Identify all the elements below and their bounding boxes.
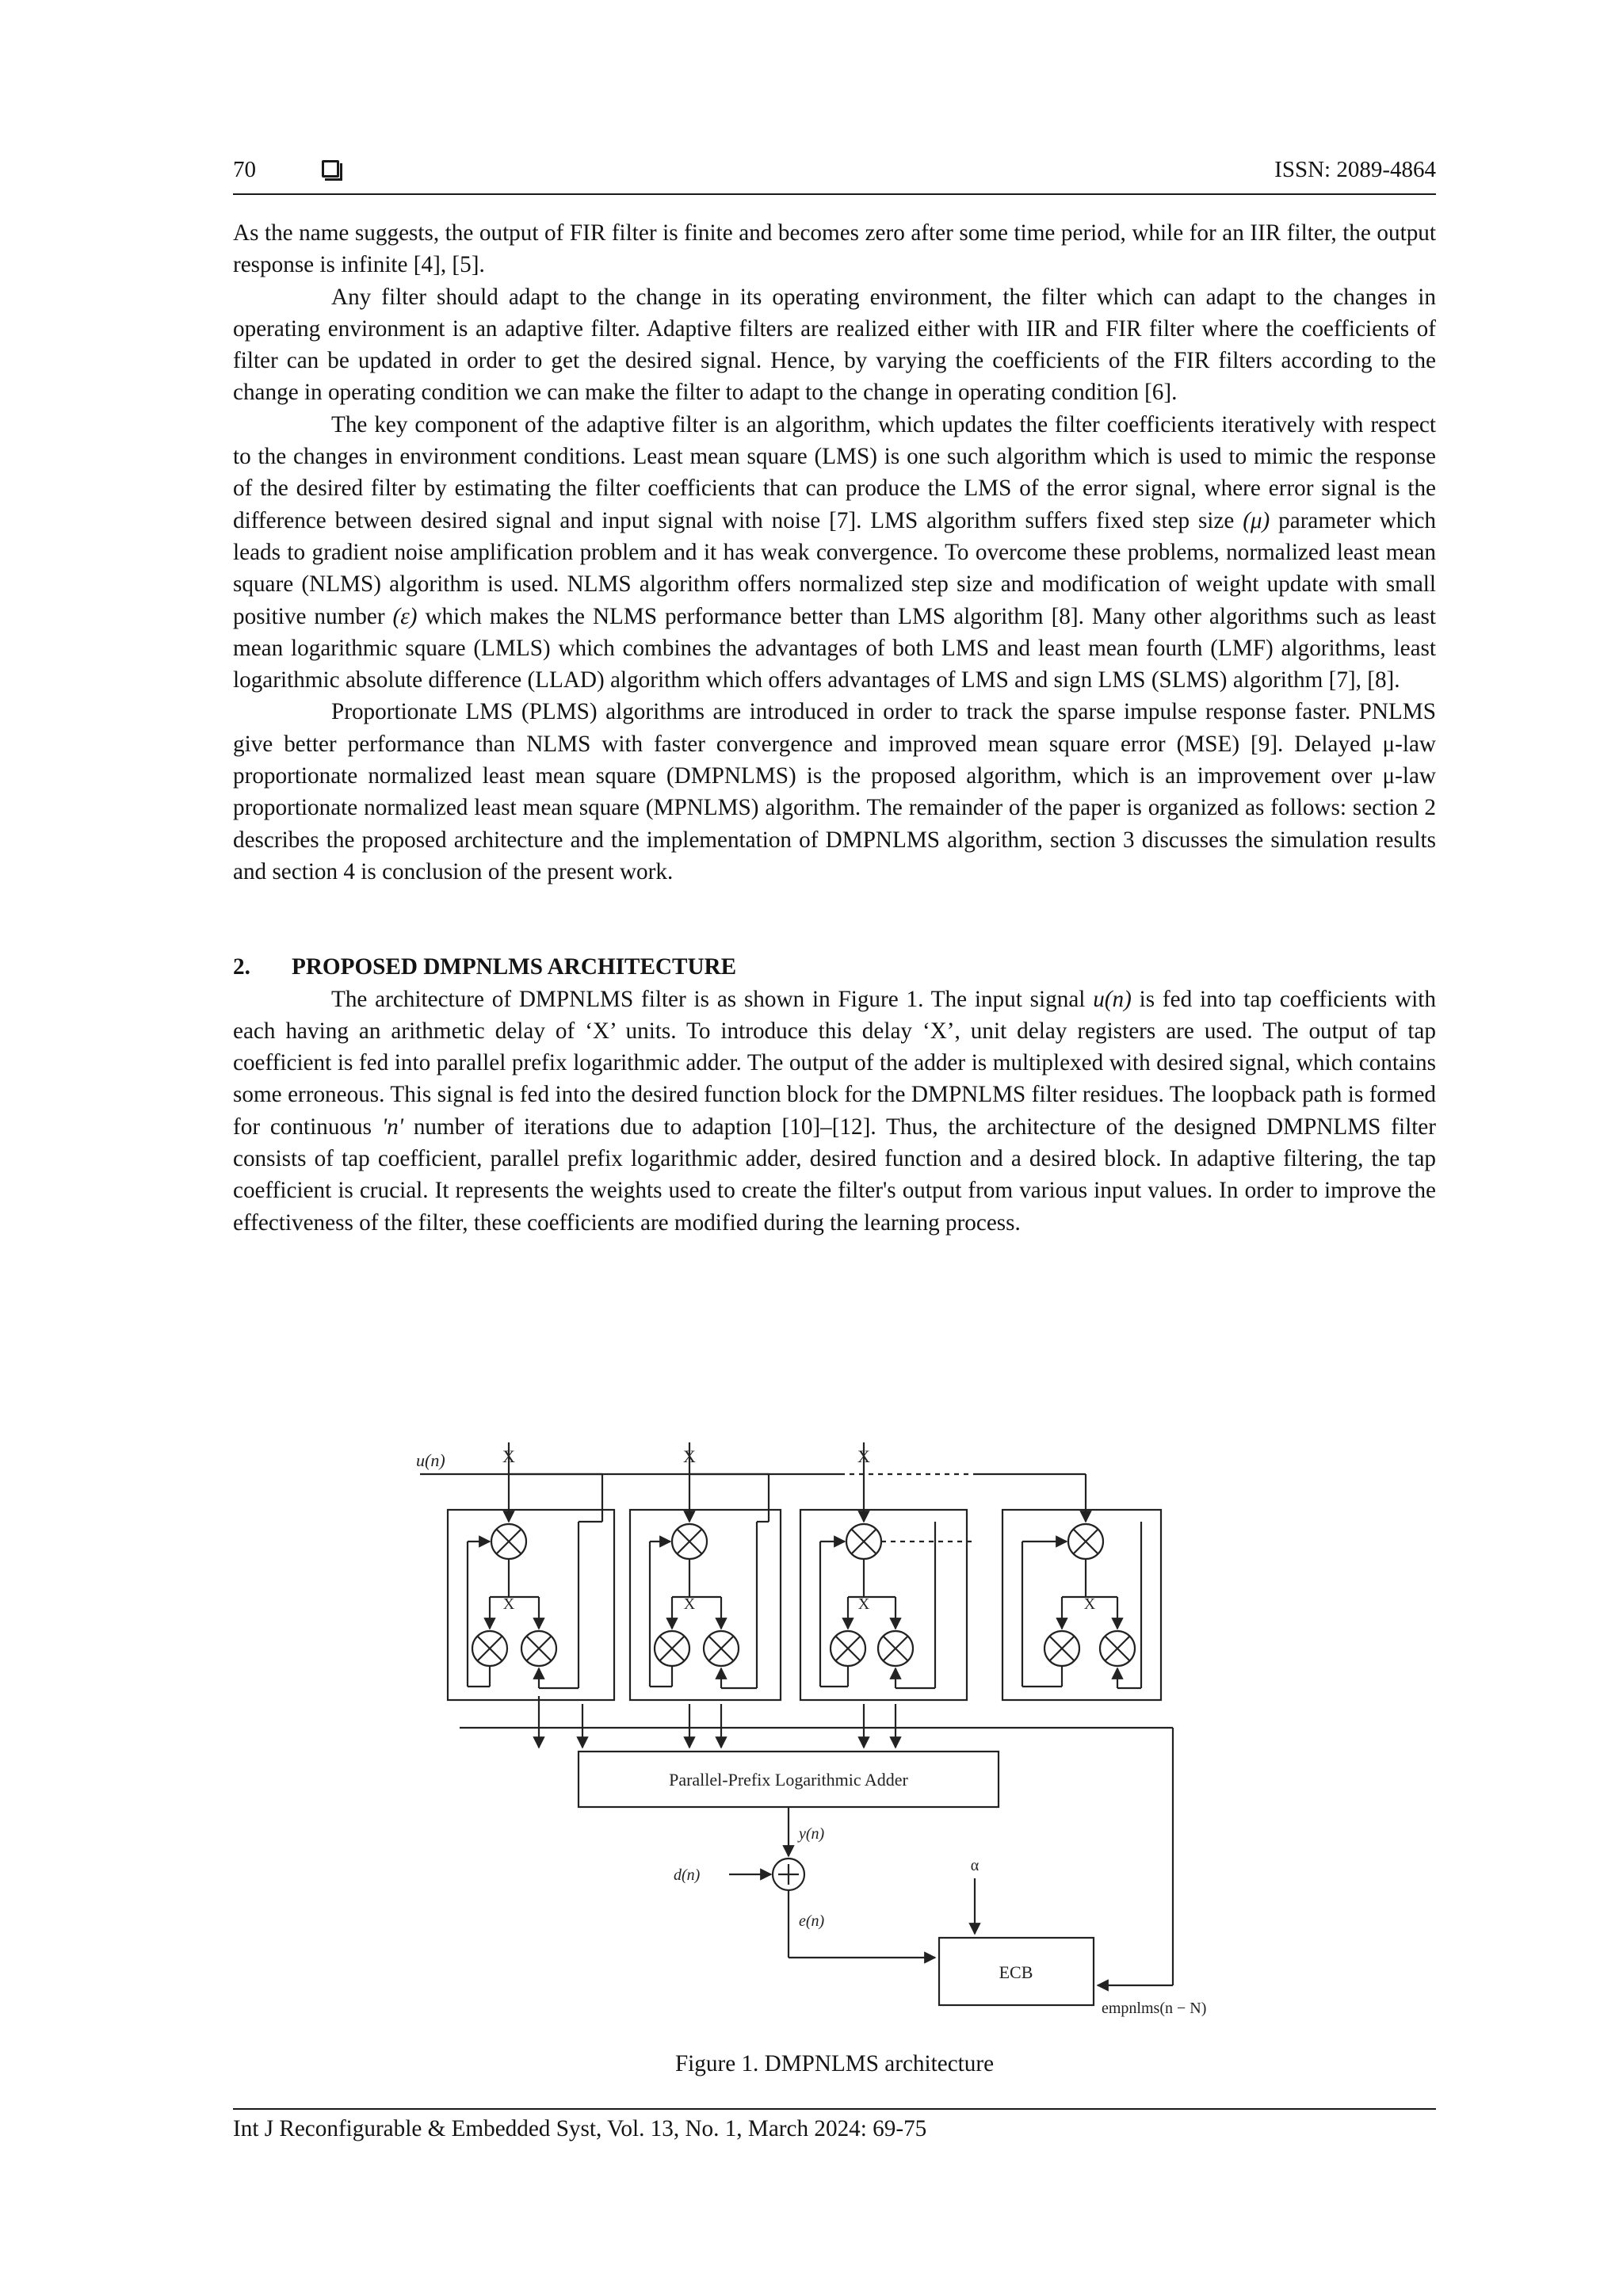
delay-label-1: X — [502, 1446, 515, 1466]
tap-cell-3 — [800, 1442, 975, 1700]
section-title: PROPOSED DMPNLMS ARCHITECTURE — [292, 954, 737, 980]
ecb-label: ECB — [999, 1962, 1033, 1982]
paragraph-3-part-c: which makes the NLMS performance better than LMS algorithm [8]. Many other algorithms such as least mean logarithmic square (LMLS) which combines the advantages of both LMS and least mean fourth (LMF) algorithms, least logarithmic absolute difference (LLAD) algorithm which offers advantages of LMS and sign LMS (SLMS) algorithm [7], [8]. — [233, 603, 1436, 693]
section-paragraph — [233, 984, 1436, 1239]
page-number: 70 — [233, 157, 256, 182]
delay-label-cell-1: X — [502, 1595, 515, 1613]
delay-label-cell-4: X — [1083, 1595, 1096, 1613]
error-signal-label: e(n) — [799, 1912, 825, 1930]
issn-label: ISSN: 2089-4864 — [1274, 157, 1436, 182]
section-heading — [233, 951, 1436, 983]
page-header — [233, 155, 1436, 195]
alpha-label: α — [970, 1857, 980, 1874]
paragraph-1: As the name suggests, the output of FIR filter is finite and becomes zero after some time period, while for an IIR filter, the output response is infinite [4], [5]. — [233, 220, 1436, 278]
feedback-label: empnlms(n − N) — [1102, 2000, 1207, 2017]
ballot-box-icon — [322, 160, 339, 178]
figure-caption: Figure 1. DMPNLMS architecture — [674, 2051, 995, 2076]
article-body — [233, 217, 1436, 1239]
delay-label-2: X — [683, 1446, 696, 1466]
tap-cell-2 — [630, 1442, 781, 1700]
input-signal-label: u(n) — [416, 1450, 445, 1470]
tap-cell-4 — [1002, 1474, 1161, 1700]
mu-symbol: (μ) — [1243, 507, 1270, 533]
delay-label-cell-3: X — [857, 1595, 870, 1613]
iteration-symbol: 'n' — [381, 1114, 403, 1140]
section-number: 2. — [233, 954, 250, 980]
tap-cell-1 — [448, 1442, 614, 1700]
desired-signal-label: d(n) — [674, 1866, 701, 1884]
input-signal-symbol: u(n) — [1093, 986, 1132, 1012]
paragraph-3-part-b: parameter which leads to gradient noise amplification problem and it has weak convergence. To overcome these problems, normalized least mean square (NLMS) algorithm is used. NLMS algorithm offers normalized step size and modification of weight update with small positive number — [233, 507, 1436, 629]
paragraph-4: Proportionate LMS (PLMS) algorithms are introduced in order to track the sparse impulse response faster. PNLMS give better performance than NLMS with faster convergence and improved mean square error (MSE) [9]. Delayed μ-law proportionate normalized least mean square (DMPNLMS) is the proposed algorithm, which is an improvement over μ-law proportionate normalized least mean square (MPNLMS) algorithm. The remainder of the paper is organized as follows: section 2 describes the proposed architecture and the implementation of DMPNLMS algorithm, section 3 discusses the simulation results and section 4 is conclusion of the present work. — [233, 699, 1436, 884]
delay-label-cell-2: X — [683, 1595, 696, 1613]
page-footer: Int J Reconfigurable & Embedded Syst, Vol. 13, No. 1, March 2024: 69-75 — [233, 2108, 1436, 2142]
architecture-diagram — [416, 1435, 1252, 2037]
paragraph-3 — [233, 409, 1436, 697]
output-signal-label: y(n) — [799, 1825, 825, 1843]
section-paragraph-part-c: number of iterations due to adaption [10]–[12]. Thus, the architecture of the designed DMPNLMS filter consists of tap coefficient, parallel prefix logarithmic adder, desired function and a desired block. In adaptive filtering, the tap coefficient is crucial. It represents the weights used to create the filter's output from various input values. In order to improve the effectiveness of the filter, these coefficients are modified during the learning process. — [233, 1114, 1436, 1236]
section-paragraph-part-a: The architecture of DMPNLMS filter is as shown in Figure 1. The input signal — [331, 986, 1094, 1012]
adder-label: Parallel-Prefix Logarithmic Adder — [669, 1770, 908, 1790]
dmpnlms-architecture-figure — [416, 1435, 1252, 2037]
delay-label-3: X — [857, 1446, 870, 1466]
paragraph-3-part-a: The key component of the adaptive filter is an algorithm, which updates the filter coefficients iteratively with respect to the changes in environment conditions. Least mean square (LMS) is one such algorithm which is used to mimic the response of the desired filter by estimating the filter coefficients that can produce the LMS of the error signal, where error signal is the difference between desired signal and input signal with noise [7]. LMS algorithm suffers fixed step size — [233, 411, 1436, 533]
paragraph-2: Any filter should adapt to the change in its operating environment, the filter which can adapt to the changes in operating environment is an adaptive filter. Adaptive filters are realized either with IIR and FIR filter where the coefficients of filter can be updated in order to get the desired signal. Hence, by varying the coefficients of the FIR filters according to the change in operating condition we can make the filter to adapt to the change in operating condition [6]. — [233, 284, 1436, 406]
section-paragraph-part-b: is fed into tap coefficients with each having an arithmetic delay of ‘X’ units. To introduce this delay ‘X’, unit delay registers are used. The output of tap coefficient is fed into parallel prefix logarithmic adder. The output of the adder is multiplexed with desired signal, which contains some erroneous. This signal is fed into the desired function block for the DMPNLMS filter residues. The loopback path is formed for continuous — [233, 986, 1436, 1140]
epsilon-symbol: (ε) — [392, 603, 418, 629]
